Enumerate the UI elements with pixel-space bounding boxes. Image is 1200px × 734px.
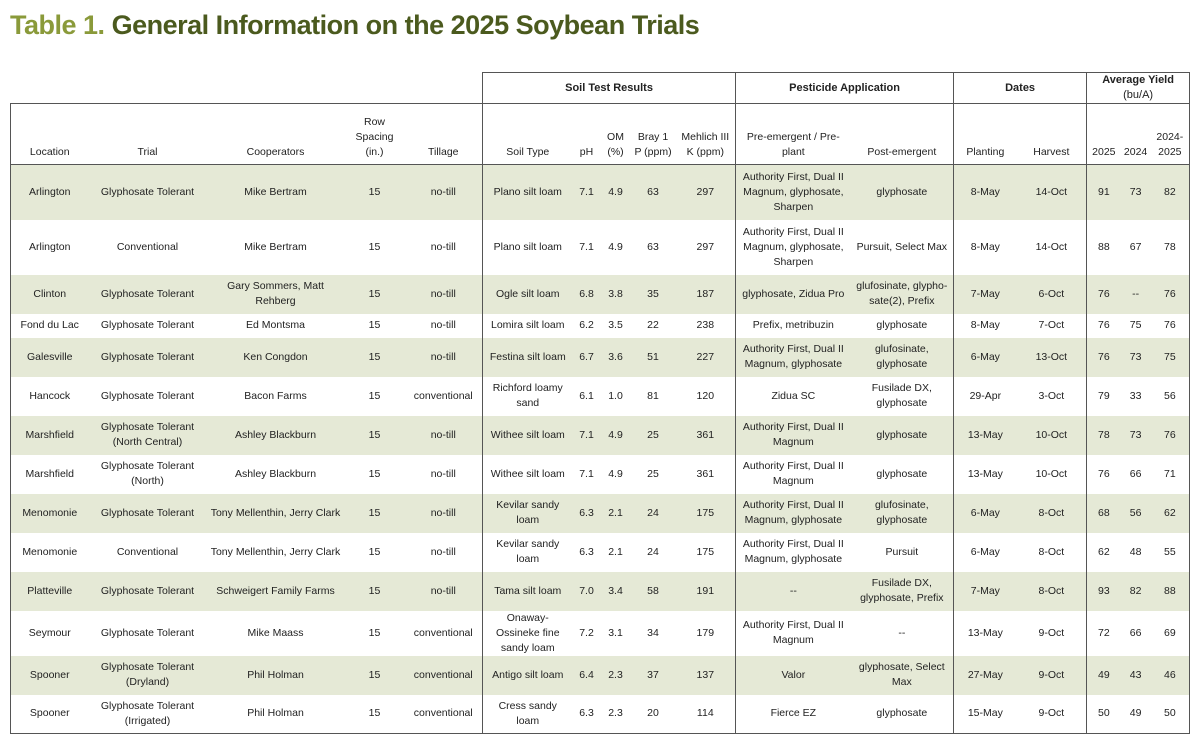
- cell-om: 4.9: [601, 165, 631, 220]
- cell-bray-p: 22: [647, 319, 659, 331]
- cell-soil-type: Kevilar sandy loam: [483, 494, 573, 533]
- cell-ph: 7.1: [573, 165, 601, 220]
- cell-cooperators: Mike Maass: [247, 626, 304, 639]
- cell-yield-2024: 73: [1121, 416, 1151, 455]
- cell-ph: 7.1: [579, 467, 594, 480]
- cell-om: 2.1: [608, 545, 623, 558]
- cell-post-emergent: glyphosate: [851, 695, 954, 734]
- cell-mehlich-k: 120: [676, 377, 736, 416]
- cell-cooperators: Ashley Blackburn: [207, 416, 345, 455]
- cell-soil-type: Lomira silt loam: [491, 319, 565, 331]
- cell-yield-avg: 55: [1151, 533, 1190, 572]
- cell-bray-p: 81: [647, 389, 659, 402]
- table-row: [11, 416, 1190, 455]
- cell-cooperators: Mike Bertram: [244, 240, 307, 253]
- cell-post-emergent: --: [851, 611, 954, 656]
- cell-planting: 27-May: [954, 656, 1017, 695]
- cell-yield-avg: 50: [1151, 695, 1190, 734]
- cell-mehlich-k: 238: [676, 314, 736, 338]
- cell-yield-2025: 79: [1097, 389, 1110, 402]
- cell-yield-2025: 62: [1097, 545, 1110, 558]
- cell-yield-2025: 91: [1087, 165, 1121, 220]
- cell-cooperators: Phil Holman: [207, 656, 345, 695]
- table-row: [11, 377, 1190, 416]
- cell-om: 2.3: [601, 695, 631, 734]
- col-harvest: Harvest: [1017, 104, 1087, 165]
- cell-tillage: no-till: [405, 416, 483, 455]
- cell-yield-2024: 82: [1121, 572, 1151, 611]
- cell-soil-type: Festina silt loam: [483, 338, 573, 377]
- col-cooperators: Cooperators: [207, 104, 345, 165]
- cell-cooperators: Ed Montsma: [246, 319, 305, 331]
- cell-soil-type: Tama silt loam: [483, 572, 573, 611]
- cell-row-spacing: 15: [345, 338, 405, 377]
- cell-mehlich-k: 175: [676, 494, 736, 533]
- cell-planting: 29-Apr: [969, 389, 1002, 402]
- cell-yield-avg: 69: [1151, 611, 1190, 656]
- cell-trial: Glyphosate Tolerant: [100, 319, 195, 331]
- cell-pre-emergent: Fierce EZ: [736, 695, 851, 734]
- cell-tillage: no-till: [405, 533, 483, 572]
- cell-ph: 7.0: [573, 572, 601, 611]
- cell-yield-2024: 56: [1121, 494, 1151, 533]
- table-row: [11, 455, 1190, 494]
- cell-bray-p: 34: [647, 626, 659, 639]
- col-ph: pH: [573, 104, 601, 165]
- cell-harvest: 7-Oct: [1017, 314, 1087, 338]
- cell-om: 1.0: [608, 389, 623, 402]
- cell-harvest: 14-Oct: [1017, 220, 1087, 275]
- cell-ph: 7.1: [579, 240, 594, 253]
- cell-cooperators: Tony Mellenthin, Jerry Clark: [207, 494, 345, 533]
- table-heading: General Information on the 2025 Soybean Trials: [111, 10, 700, 40]
- cell-planting: 13-May: [954, 416, 1017, 455]
- cell-yield-avg: 76: [1151, 314, 1190, 338]
- cell-bray-p: 35: [631, 275, 676, 314]
- cell-post-emergent: glyphosate: [851, 165, 954, 220]
- cell-yield-2025: 68: [1087, 494, 1121, 533]
- cell-trial: Glyphosate Tolerant (Irrigated): [89, 695, 207, 734]
- cell-mehlich-k: 191: [676, 572, 736, 611]
- cell-yield-2024: 49: [1121, 695, 1151, 734]
- cell-tillage: no-till: [405, 572, 483, 611]
- cell-mehlich-k: 361: [676, 416, 736, 455]
- cell-cooperators: Gary Sommers, Matt Rehberg: [207, 275, 345, 314]
- cell-trial: Glyphosate Tolerant: [100, 626, 195, 639]
- cell-om: 4.9: [608, 240, 623, 253]
- cell-yield-avg: 78: [1151, 220, 1190, 275]
- cell-row-spacing: 15: [368, 545, 381, 558]
- cell-soil-type: Onaway-Ossineke fine sandy loam: [495, 611, 560, 654]
- cell-post-emergent: Pursuit: [851, 533, 954, 572]
- cell-om: 3.6: [601, 338, 631, 377]
- cell-planting: 6-May: [954, 338, 1017, 377]
- cell-soil-type: Kevilar sandy loam: [496, 538, 560, 565]
- cell-location: Spooner: [11, 656, 89, 695]
- table-row: [11, 165, 1190, 220]
- cell-yield-avg: 46: [1151, 656, 1190, 695]
- cell-yield-2024: 66: [1129, 626, 1142, 639]
- cell-yield-2025: 76: [1087, 338, 1121, 377]
- cell-harvest: 10-Oct: [1017, 416, 1087, 455]
- cell-ph: 6.4: [573, 656, 601, 695]
- cell-row-spacing: 15: [345, 275, 405, 314]
- cell-yield-2024: 75: [1129, 319, 1142, 331]
- col-post-emergent: Post-emergent: [851, 104, 954, 165]
- table-body: [11, 165, 1190, 734]
- cell-yield-2025: 78: [1087, 416, 1121, 455]
- cell-ph: 6.3: [573, 695, 601, 734]
- table-row: [11, 656, 1190, 695]
- cell-yield-avg: 82: [1151, 165, 1190, 220]
- cell-bray-p: 37: [631, 656, 676, 695]
- cell-om: 4.9: [601, 416, 631, 455]
- cell-yield-2025: 50: [1087, 695, 1121, 734]
- cell-pre-emergent: Authority First, Dual II Magnum: [742, 619, 844, 646]
- cell-row-spacing: 15: [345, 572, 405, 611]
- cell-cooperators: Schweigert Family Farms: [207, 572, 345, 611]
- cell-yield-avg: 76: [1151, 275, 1190, 314]
- table-row: [11, 611, 1190, 656]
- cell-bray-p: 24: [647, 545, 659, 558]
- cell-cooperators: Phil Holman: [207, 695, 345, 734]
- cell-yield-2025: 76: [1097, 319, 1110, 331]
- table-row: [11, 275, 1190, 314]
- cell-tillage: conventional: [405, 377, 483, 416]
- cell-location: Marshfield: [11, 455, 89, 494]
- cell-location: Clinton: [11, 275, 89, 314]
- col-mehlich-k: Mehlich III K (ppm): [676, 104, 736, 165]
- cell-post-emergent: glyphosate: [851, 416, 954, 455]
- cell-post-emergent: glufosinate, glypho-sate(2), Prefix: [851, 275, 954, 314]
- col-soil-type: Soil Type: [483, 104, 573, 165]
- cell-yield-2024: 73: [1121, 165, 1151, 220]
- cell-tillage: no-till: [405, 165, 483, 220]
- table-number: Table 1.: [10, 10, 105, 40]
- cell-row-spacing: 15: [368, 389, 381, 402]
- col-yield-2024: 2024: [1121, 104, 1151, 165]
- cell-pre-emergent: Zidua SC: [771, 389, 816, 402]
- cell-row-spacing: 15: [368, 467, 381, 480]
- cell-bray-p: 25: [647, 467, 659, 480]
- cell-ph: 7.2: [579, 626, 594, 639]
- cell-planting: 15-May: [954, 695, 1017, 734]
- col-location: Location: [11, 104, 89, 165]
- cell-yield-avg: 56: [1151, 377, 1190, 416]
- table-row: [11, 695, 1190, 734]
- cell-harvest: 8-Oct: [1017, 533, 1087, 572]
- cell-cooperators: Tony Mellenthin, Jerry Clark: [210, 545, 341, 558]
- cell-yield-2024: 73: [1121, 338, 1151, 377]
- cell-soil-type: Richford loamy sand: [492, 382, 563, 409]
- cell-pre-emergent: Authority First, Dual II Magnum, glyphosate: [736, 494, 851, 533]
- cell-mehlich-k: 175: [676, 533, 736, 572]
- cell-yield-2025: 76: [1087, 275, 1121, 314]
- cell-bray-p: 20: [631, 695, 676, 734]
- cell-pre-emergent: Authority First, Dual II Magnum, glyphosate: [742, 538, 844, 565]
- cell-post-emergent: glyphosate: [851, 314, 954, 338]
- cell-mehlich-k: 114: [676, 695, 736, 734]
- cell-mehlich-k: 187: [676, 275, 736, 314]
- col-planting: Planting: [954, 104, 1017, 165]
- cell-bray-p: 63: [647, 240, 659, 253]
- group-header-row: [11, 73, 1190, 104]
- cell-harvest: 6-Oct: [1017, 275, 1087, 314]
- cell-om: 3.1: [608, 626, 623, 639]
- cell-post-emergent: glufosinate, glyphosate: [851, 338, 954, 377]
- table-row: [11, 572, 1190, 611]
- cell-bray-p: 63: [631, 165, 676, 220]
- cell-post-emergent: glyphosate, Select Max: [851, 656, 954, 695]
- cell-harvest: 8-Oct: [1017, 572, 1087, 611]
- cell-row-spacing: 15: [368, 626, 381, 639]
- cell-cooperators: Bacon Farms: [244, 389, 307, 402]
- cell-bray-p: 51: [631, 338, 676, 377]
- cell-planting: 7-May: [954, 572, 1017, 611]
- cell-pre-emergent: Authority First, Dual II Magnum: [736, 416, 851, 455]
- cell-trial: Glyphosate Tolerant: [100, 389, 195, 402]
- cell-ph: 6.2: [579, 319, 594, 331]
- cell-yield-avg: 76: [1151, 416, 1190, 455]
- cell-location: Hancock: [11, 377, 89, 416]
- cell-yield-2025: 49: [1087, 656, 1121, 695]
- col-row-spacing: Row Spacing (in.): [345, 104, 405, 165]
- cell-planting: 13-May: [967, 626, 1003, 639]
- cell-cooperators: Ashley Blackburn: [234, 467, 317, 480]
- cell-planting: 6-May: [970, 545, 1000, 558]
- table-row: [11, 314, 1190, 338]
- cell-pre-emergent: Authority First, Dual II Magnum, glyphosate: [736, 338, 851, 377]
- cell-row-spacing: 15: [368, 319, 381, 331]
- cell-soil-type: Antigo silt loam: [483, 656, 573, 695]
- cell-mehlich-k: 227: [676, 338, 736, 377]
- cell-yield-2024: 67: [1129, 240, 1142, 253]
- cell-tillage: conventional: [405, 611, 483, 656]
- cell-location: Arlington: [11, 220, 89, 275]
- cell-planting: 8-May: [954, 165, 1017, 220]
- column-header-row: [11, 104, 1190, 165]
- cell-tillage: no-till: [405, 494, 483, 533]
- cell-trial: Glyphosate Tolerant: [89, 338, 207, 377]
- cell-trial: Glyphosate Tolerant: [89, 275, 207, 314]
- cell-tillage: conventional: [405, 695, 483, 734]
- group-average-yield: [1087, 73, 1190, 104]
- cell-row-spacing: 15: [345, 165, 405, 220]
- cell-om: 3.8: [601, 275, 631, 314]
- cell-om: 3.4: [601, 572, 631, 611]
- col-om: OM (%): [601, 104, 631, 165]
- cell-bray-p: 24: [631, 494, 676, 533]
- cell-yield-avg: 71: [1151, 455, 1190, 494]
- cell-soil-type: Ogle silt loam: [483, 275, 573, 314]
- cell-tillage: no-till: [405, 314, 483, 338]
- cell-yield-2024: 48: [1129, 545, 1142, 558]
- cell-yield-2024: 66: [1129, 467, 1142, 480]
- group-soil-test: Soil Test Results: [483, 73, 736, 104]
- cell-mehlich-k: 179: [676, 611, 736, 656]
- cell-post-emergent: Fusilade DX, glyphosate: [851, 377, 954, 416]
- cell-bray-p: 25: [631, 416, 676, 455]
- cell-yield-2024: --: [1121, 275, 1151, 314]
- cell-row-spacing: 15: [345, 656, 405, 695]
- cell-yield-avg: 88: [1151, 572, 1190, 611]
- cell-planting: 8-May: [970, 319, 1000, 331]
- table-row: [11, 533, 1190, 572]
- cell-pre-emergent: Valor: [736, 656, 851, 695]
- cell-pre-emergent: Authority First, Dual II Magnum, glyphosate, Sharpen: [736, 165, 851, 220]
- cell-post-emergent: Fusilade DX, glyphosate, Prefix: [851, 572, 954, 611]
- cell-trial: Conventional: [116, 240, 179, 253]
- cell-harvest: 13-Oct: [1017, 338, 1087, 377]
- cell-location: Spooner: [11, 695, 89, 734]
- cell-trial: Glyphosate Tolerant (North Central): [89, 416, 207, 455]
- cell-tillage: no-till: [405, 220, 483, 275]
- cell-planting: 6-May: [954, 494, 1017, 533]
- cell-location: Seymour: [11, 611, 89, 656]
- col-pre-emergent: Pre-emergent / Pre-plant: [736, 104, 851, 165]
- cell-trial: Glyphosate Tolerant: [89, 165, 207, 220]
- cell-pre-emergent: Prefix, metribuzin: [752, 319, 834, 331]
- col-trial: Trial: [89, 104, 207, 165]
- cell-pre-emergent: glyphosate, Zidua Pro: [736, 275, 851, 314]
- cell-ph: 6.8: [573, 275, 601, 314]
- cell-pre-emergent: Authority First, Dual II Magnum: [742, 460, 844, 487]
- col-yield-avg: 2024-2025: [1151, 104, 1190, 165]
- cell-row-spacing: 15: [345, 695, 405, 734]
- cell-location: Menomonie: [11, 533, 89, 572]
- table-row: [11, 220, 1190, 275]
- cell-om: 4.9: [608, 467, 623, 480]
- cell-harvest: 3-Oct: [1017, 377, 1087, 416]
- cell-pre-emergent: --: [736, 572, 851, 611]
- cell-yield-2025: 76: [1097, 467, 1110, 480]
- group-pesticide: Pesticide Application: [736, 73, 954, 104]
- col-tillage: Tillage: [405, 104, 483, 165]
- cell-planting: 7-May: [954, 275, 1017, 314]
- cell-yield-2025: 88: [1097, 240, 1110, 253]
- cell-trial: Glyphosate Tolerant: [89, 494, 207, 533]
- cell-mehlich-k: 361: [676, 455, 736, 494]
- cell-mehlich-k: 137: [676, 656, 736, 695]
- cell-mehlich-k: 297: [676, 220, 736, 275]
- cell-bray-p: 58: [631, 572, 676, 611]
- cell-om: 2.3: [601, 656, 631, 695]
- cell-harvest: 10-Oct: [1017, 455, 1087, 494]
- cell-yield-avg: 75: [1151, 338, 1190, 377]
- cell-trial: Glyphosate Tolerant (North): [100, 460, 195, 487]
- cell-yield-2025: 93: [1087, 572, 1121, 611]
- cell-harvest: 9-Oct: [1017, 611, 1087, 656]
- cell-yield-avg: 62: [1151, 494, 1190, 533]
- cell-location: Marshfield: [11, 416, 89, 455]
- cell-pre-emergent: Authority First, Dual II Magnum, glyphosate, Sharpen: [742, 225, 844, 268]
- cell-harvest: 14-Oct: [1017, 165, 1087, 220]
- cell-post-emergent: glufosinate, glyphosate: [851, 494, 954, 533]
- cell-soil-type: Plano silt loam: [493, 240, 562, 253]
- cell-post-emergent: Pursuit, Select Max: [851, 220, 954, 275]
- cell-om: 2.1: [601, 494, 631, 533]
- cell-harvest: 9-Oct: [1017, 656, 1087, 695]
- group-average-yield-unit: (bu/A): [1123, 89, 1154, 101]
- cell-row-spacing: 15: [345, 494, 405, 533]
- cell-soil-type: Withee silt loam: [490, 467, 565, 480]
- cell-yield-2024: 43: [1121, 656, 1151, 695]
- cell-trial: Glyphosate Tolerant (Dryland): [89, 656, 207, 695]
- cell-harvest: 9-Oct: [1017, 695, 1087, 734]
- cell-post-emergent: glyphosate: [851, 455, 954, 494]
- table-row: [11, 494, 1190, 533]
- col-yield-2025: 2025: [1087, 104, 1121, 165]
- group-header-blank: [11, 73, 483, 104]
- cell-cooperators: Ken Congdon: [207, 338, 345, 377]
- cell-location: Platteville: [11, 572, 89, 611]
- cell-tillage: no-till: [405, 275, 483, 314]
- cell-trial: Glyphosate Tolerant: [89, 572, 207, 611]
- cell-trial: Conventional: [116, 545, 179, 558]
- table-row: [11, 338, 1190, 377]
- col-bray-p: Bray 1 P (ppm): [631, 104, 676, 165]
- cell-soil-type: Plano silt loam: [483, 165, 573, 220]
- cell-location: Galesville: [11, 338, 89, 377]
- cell-yield-2025: 72: [1097, 626, 1110, 639]
- cell-ph: 6.3: [579, 545, 594, 558]
- cell-planting: 8-May: [970, 240, 1000, 253]
- cell-row-spacing: 15: [345, 416, 405, 455]
- cell-ph: 6.1: [579, 389, 594, 402]
- cell-location: Menomonie: [11, 494, 89, 533]
- group-dates: Dates: [954, 73, 1087, 104]
- group-average-yield-label: Average Yield: [1102, 74, 1174, 86]
- cell-location: Arlington: [11, 165, 89, 220]
- cell-ph: 6.3: [573, 494, 601, 533]
- cell-mehlich-k: 297: [676, 165, 736, 220]
- cell-tillage: conventional: [405, 656, 483, 695]
- cell-yield-2024: 33: [1129, 389, 1142, 402]
- cell-harvest: 8-Oct: [1017, 494, 1087, 533]
- cell-om: 3.5: [608, 319, 623, 331]
- cell-soil-type: Cress sandy loam: [483, 695, 573, 734]
- cell-location: Fond du Lac: [11, 314, 89, 338]
- soybean-trials-table: [10, 72, 1190, 734]
- cell-soil-type: Withee silt loam: [483, 416, 573, 455]
- cell-ph: 7.1: [573, 416, 601, 455]
- cell-tillage: no-till: [405, 338, 483, 377]
- cell-tillage: no-till: [405, 455, 483, 494]
- cell-row-spacing: 15: [368, 240, 381, 253]
- cell-cooperators: Mike Bertram: [207, 165, 345, 220]
- table-title: [10, 10, 699, 41]
- cell-planting: 13-May: [967, 467, 1003, 480]
- cell-ph: 6.7: [573, 338, 601, 377]
